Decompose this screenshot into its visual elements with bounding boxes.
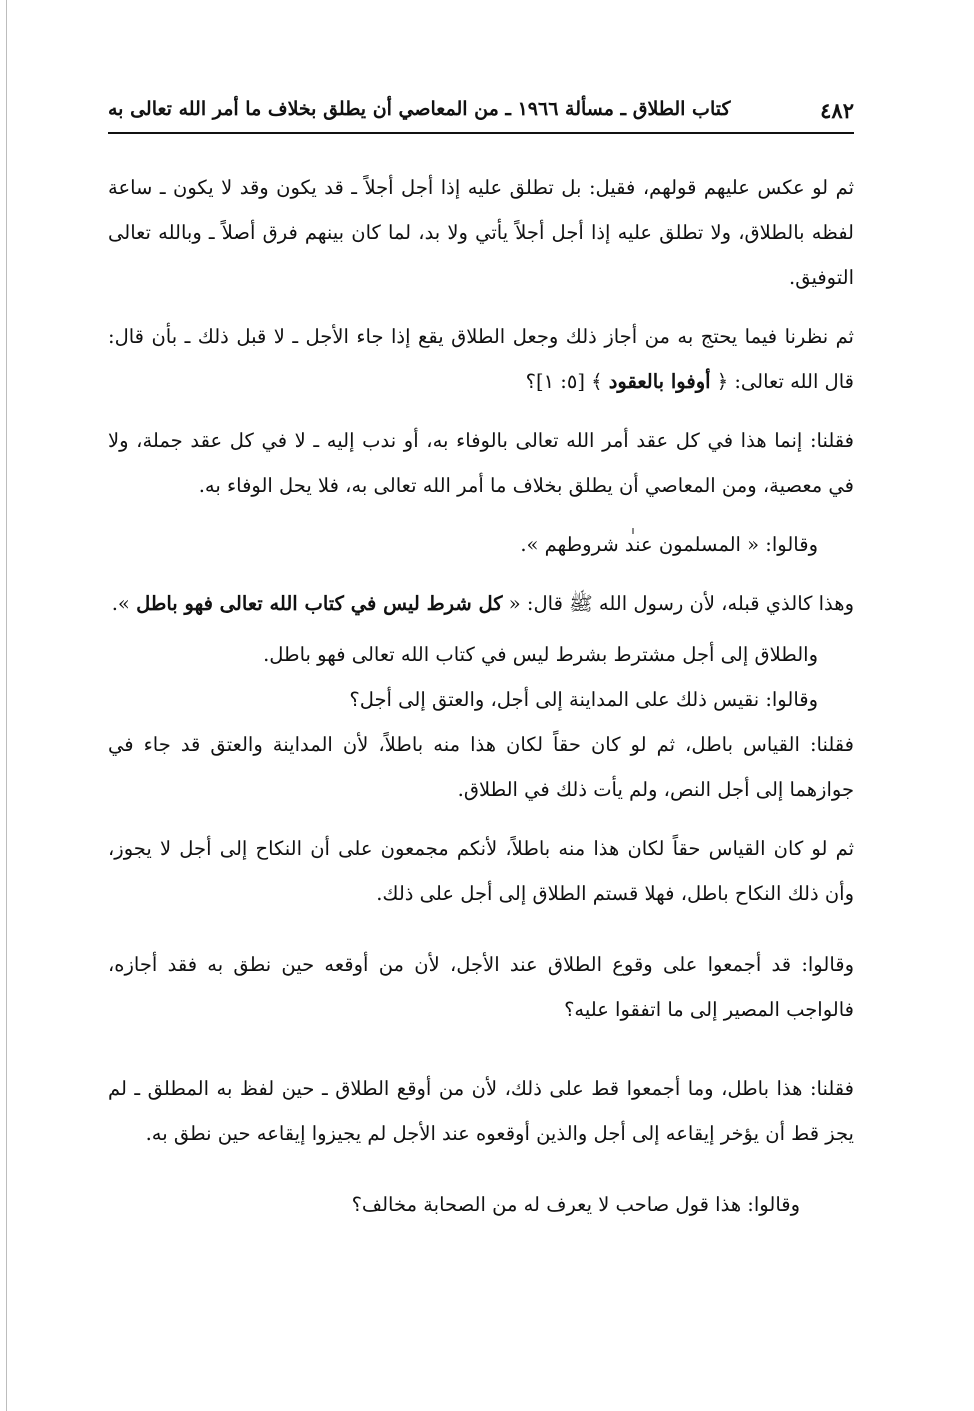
paragraph-6: والطلاق إلى أجل مشترط بشرط ليس في كتاب الله تعالى فهو باطل. — [263, 643, 818, 666]
paragraph-5: وهذا كالذي قبله، لأن رسول الله ﷺ قال: « كل شرط ليس في كتاب الله تعالى فهو باطل ». — [111, 592, 854, 615]
paragraph-11: فقلنا: هذا باطل، وما أجمعوا قط على ذلك، لأن من أوقع الطلاق ـ حين لفظ به المطلق ـ لم يجز قط أن يؤخر إيقاعه إلى أجل والذين أوقعوه عند الأجل لم يجيزوا إيقاعه حين نطق به. — [108, 1077, 854, 1145]
paragraph-9: ثم لو كان القياس حقاً لكان هذا منه باطلاً، لأنكم مجمعون على أن النكاح إلى أجل لا يجوز، وأن ذلك النكاح باطل، فهلا قستم الطلاق إلى أجل على ذلك. — [108, 837, 855, 905]
quran-quote: أوفوا بالعقود — [608, 370, 711, 393]
paragraph-7: وقالوا: نقيس ذلك على المداينة إلى أجل، والعتق إلى أجل؟ — [349, 688, 818, 711]
paragraph-8: فقلنا: القياس باطل، ثم لو كان حقاً لكان هذا منه باطلاً، لأن المداينة والعتق قد جاء في جوازهما إلى أجل النص، ولم يأت ذلك في الطلاق. — [108, 733, 854, 801]
paragraph-4: وقالوا: « المسلمون عند شروطهم ». — [520, 533, 818, 556]
paragraph-12: وقالوا: هذا قول صاحب لا يعرف له من الصحابة مخالف؟ — [351, 1193, 800, 1216]
paragraph-2: ثم نظرنا فيما يحتج به من أجاز ذلك وجعل الطلاق يقع إذا جاء الأجل ـ لا قبل ذلك ـ بأن قال: قال الله تعالى: ﴿ أوفوا بالعقود ﴾ [٥: ١]؟ — [108, 325, 854, 393]
paragraph-3: فقلنا: إنما هذا في كل عقد أمر الله تعالى بالوفاء به، أو ندب إليه ـ لا في كل عقد جملة، ولا في معصية، ومن المعاصي أن يطلق بخلاف ما أمر الله تعالى به، فلا يحل الوفاء به. — [108, 429, 854, 497]
page-edge-line — [6, 0, 7, 1411]
running-title: كتاب الطلاق ـ مسألة ١٩٦٦ ـ من المعاصي أن يطلق بخلاف ما أمر الله تعالى به — [108, 98, 731, 120]
paragraph-1: ثم لو عكس عليهم قولهم، فقيل: بل تطلق عليه إذا أجل أجلاً ـ قد يكون وقد لا يكون ـ ساعة لفظه بالطلاق، ولا تطلق عليه إذا أجل أجلاً يأتي ولا بد، لما كان بينهم فرق أصلاً ـ وبالله تعالى التوفيق. — [108, 176, 854, 289]
page-number: ٤٨٢ — [820, 98, 854, 123]
page-header — [108, 92, 854, 134]
paragraph-10: وقالوا: قد أجمعوا على وقوع الطلاق عند الأجل، لأن من أوقعه حين نطق به فقد أجازه، فالواجب المصير إلى ما اتفقوا عليه؟ — [108, 953, 854, 1021]
hadith-quote: كل شرط ليس في كتاب الله تعالى فهو باطل — [136, 592, 503, 615]
body-text — [108, 165, 854, 1227]
